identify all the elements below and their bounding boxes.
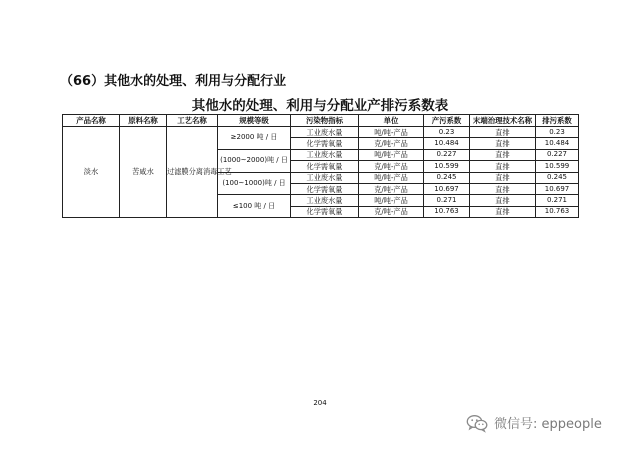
header-cell: 工艺名称: [167, 115, 218, 127]
header-cell: 规模等级: [218, 115, 291, 127]
produce-coef-cell: 10.484: [424, 138, 470, 149]
header-cell: 末端治理技术名称: [470, 115, 536, 127]
discharge-coef-cell: 10.763: [536, 206, 579, 217]
treatment-tech-cell: 直排: [470, 183, 536, 194]
unit-cell: 吨/吨-产品: [359, 149, 424, 160]
produce-coef-cell: 0.271: [424, 195, 470, 206]
wechat-icon: [466, 414, 488, 432]
discharge-coef-cell: 0.23: [536, 127, 579, 138]
scale-cell: (100~1000)吨 / 日: [218, 172, 291, 195]
scale-cell: ≥2000 吨 / 日: [218, 127, 291, 150]
unit-cell: 克/吨-产品: [359, 138, 424, 149]
pollutant-cell: 工业废水量: [291, 195, 359, 206]
treatment-tech-cell: 直排: [470, 127, 536, 138]
table-row: [63, 127, 579, 138]
header-row: [63, 115, 579, 127]
wechat-watermark: [466, 413, 602, 432]
treatment-tech-cell: 直排: [470, 161, 536, 172]
produce-coef-cell: 0.227: [424, 149, 470, 160]
scale-cell: (1000~2000)吨 / 日: [218, 149, 291, 172]
produce-coef-cell: 0.245: [424, 172, 470, 183]
pollutant-cell: 化学需氧量: [291, 138, 359, 149]
header-cell: 原料名称: [120, 115, 167, 127]
scale-cell: ≤100 吨 / 日: [218, 195, 291, 218]
header-cell: 污染物指标: [291, 115, 359, 127]
header-cell: 单位: [359, 115, 424, 127]
section-heading: （66）其他水的处理、利用与分配行业: [60, 74, 287, 89]
unit-cell: 克/吨-产品: [359, 161, 424, 172]
unit-cell: 吨/吨-产品: [359, 127, 424, 138]
produce-coef-cell: 10.763: [424, 206, 470, 217]
unit-cell: 克/吨-产品: [359, 206, 424, 217]
unit-cell: 克/吨-产品: [359, 183, 424, 194]
treatment-tech-cell: 直排: [470, 172, 536, 183]
raw-material-cell: 苦咸水: [120, 127, 167, 218]
table-title: 其他水的处理、利用与分配业产排污系数表: [191, 98, 449, 114]
pollutant-cell: 化学需氧量: [291, 206, 359, 217]
discharge-coef-cell: 0.245: [536, 172, 579, 183]
treatment-tech-cell: 直排: [470, 149, 536, 160]
header-cell: 产品名称: [63, 115, 120, 127]
treatment-tech-cell: 直排: [470, 206, 536, 217]
pollutant-cell: 工业废水量: [291, 149, 359, 160]
process-cell: 过滤膜分离消毒工艺: [167, 127, 218, 218]
treatment-tech-cell: 直排: [470, 138, 536, 149]
discharge-coef-cell: 0.271: [536, 195, 579, 206]
watermark-text: 微信号: eppeople: [494, 417, 602, 432]
treatment-tech-cell: 直排: [470, 195, 536, 206]
discharge-coef-cell: 0.227: [536, 149, 579, 160]
unit-cell: 吨/吨-产品: [359, 172, 424, 183]
discharge-coef-cell: 10.484: [536, 138, 579, 149]
product-cell: 淡水: [63, 127, 120, 218]
pollutant-cell: 化学需氧量: [291, 161, 359, 172]
discharge-coef-cell: 10.599: [536, 161, 579, 172]
produce-coef-cell: 10.599: [424, 161, 470, 172]
pollutant-cell: 化学需氧量: [291, 183, 359, 194]
header-cell: 产污系数: [424, 115, 470, 127]
discharge-coef-cell: 10.697: [536, 183, 579, 194]
produce-coef-cell: 0.23: [424, 127, 470, 138]
pollutant-cell: 工业废水量: [291, 172, 359, 183]
page-number: 204: [313, 399, 327, 407]
emission-coefficient-table: [62, 114, 579, 218]
produce-coef-cell: 10.697: [424, 183, 470, 194]
unit-cell: 吨/吨-产品: [359, 195, 424, 206]
pollutant-cell: 工业废水量: [291, 127, 359, 138]
header-cell: 排污系数: [536, 115, 579, 127]
